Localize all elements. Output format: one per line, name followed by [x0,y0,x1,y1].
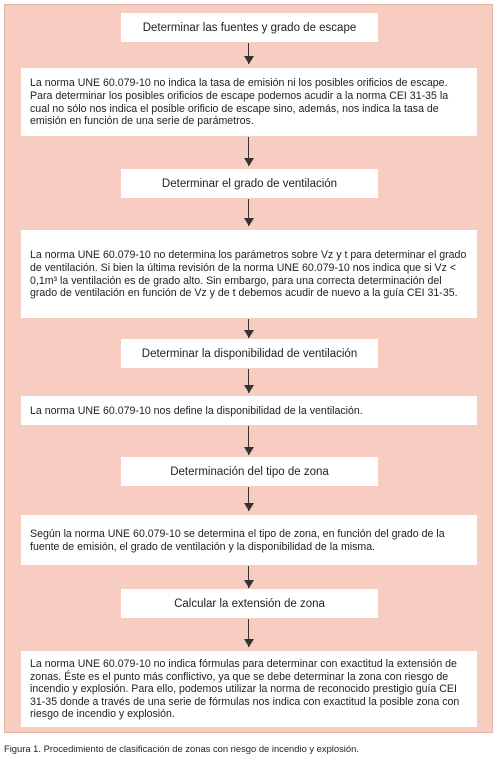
step-2-description: La norma UNE 60.079-10 no determina los parámetros sobre Vz y t para determinar el grado de ventilación. Si bien la última revisión de la norma UNE 60.079-10 nos indica que si Vz < 0,1m³ la ventilación es de grado alto. Sin embargo, para una correcta determinación del grado de ventilación en función de Vz y de t debemos acudir de nuevo a la guía CEI 31-35. [21,230,477,318]
step-4-title: Determinación del tipo de zona [121,457,378,486]
arrow-head-icon [244,56,254,64]
arrow-4a [243,487,255,511]
step-1-description: La norma UNE 60.079-10 no indica la tasa de emisión ni los posibles orificios de escape. Para determinar los posibles orificios de escape podemos acudir a la norma CEI 31-35 la cual no sólo nos indica el posible orificio de escape sino, además, nos indica la tasa de emisión en función de una serie de parámetros. [21,68,477,136]
arrow-head-icon [244,639,254,647]
arrow-head-icon [244,385,254,393]
arrow-head-icon [244,330,254,338]
figure-caption: Figura 1. Procedimiento de clasificación de zonas con riesgo de incendio y explosión. [4,743,359,754]
arrow-4b [243,566,255,588]
step-3-description: La norma UNE 60.079-10 nos define la disponibilidad de la ventilación. [21,396,477,425]
step-1-title: Determinar las fuentes y grado de escape [121,13,378,42]
arrow-head-icon [244,580,254,588]
arrow-3b [243,426,255,455]
arrow-head-icon [244,158,254,166]
arrow-head-icon [244,218,254,226]
step-4-description: Según la norma UNE 60.079-10 se determina el tipo de zona, en función del grado de la fuente de emisión, el grado de ventilación y la disponibilidad de la misma. [21,515,477,565]
arrow-1a [243,43,255,64]
arrow-head-icon [244,447,254,455]
arrow-head-icon [244,503,254,511]
arrow-2b [243,319,255,338]
step-3-title: Determinar la disponibilidad de ventilación [121,339,378,368]
step-2-title: Determinar el grado de ventilación [121,169,378,198]
arrow-2a [243,199,255,226]
step-5-description: La norma UNE 60.079-10 no indica fórmulas para determinar con exactitud la extensión de zonas. Éste es el punto más conflictivo, ya que se debe determinar la zona con riesgo de incendio y explosión. Para ello, podemos utilizar la norma de reconocido prestigio guía CEI 31-35 donde a través de una serie de fórmulas nos indica con exactitud la posible zona con riesgo de incendio y explosión. [21,651,477,727]
arrow-1b [243,137,255,166]
step-5-title: Calcular la extensión de zona [121,589,378,618]
arrow-3a [243,369,255,393]
arrow-5a [243,619,255,647]
